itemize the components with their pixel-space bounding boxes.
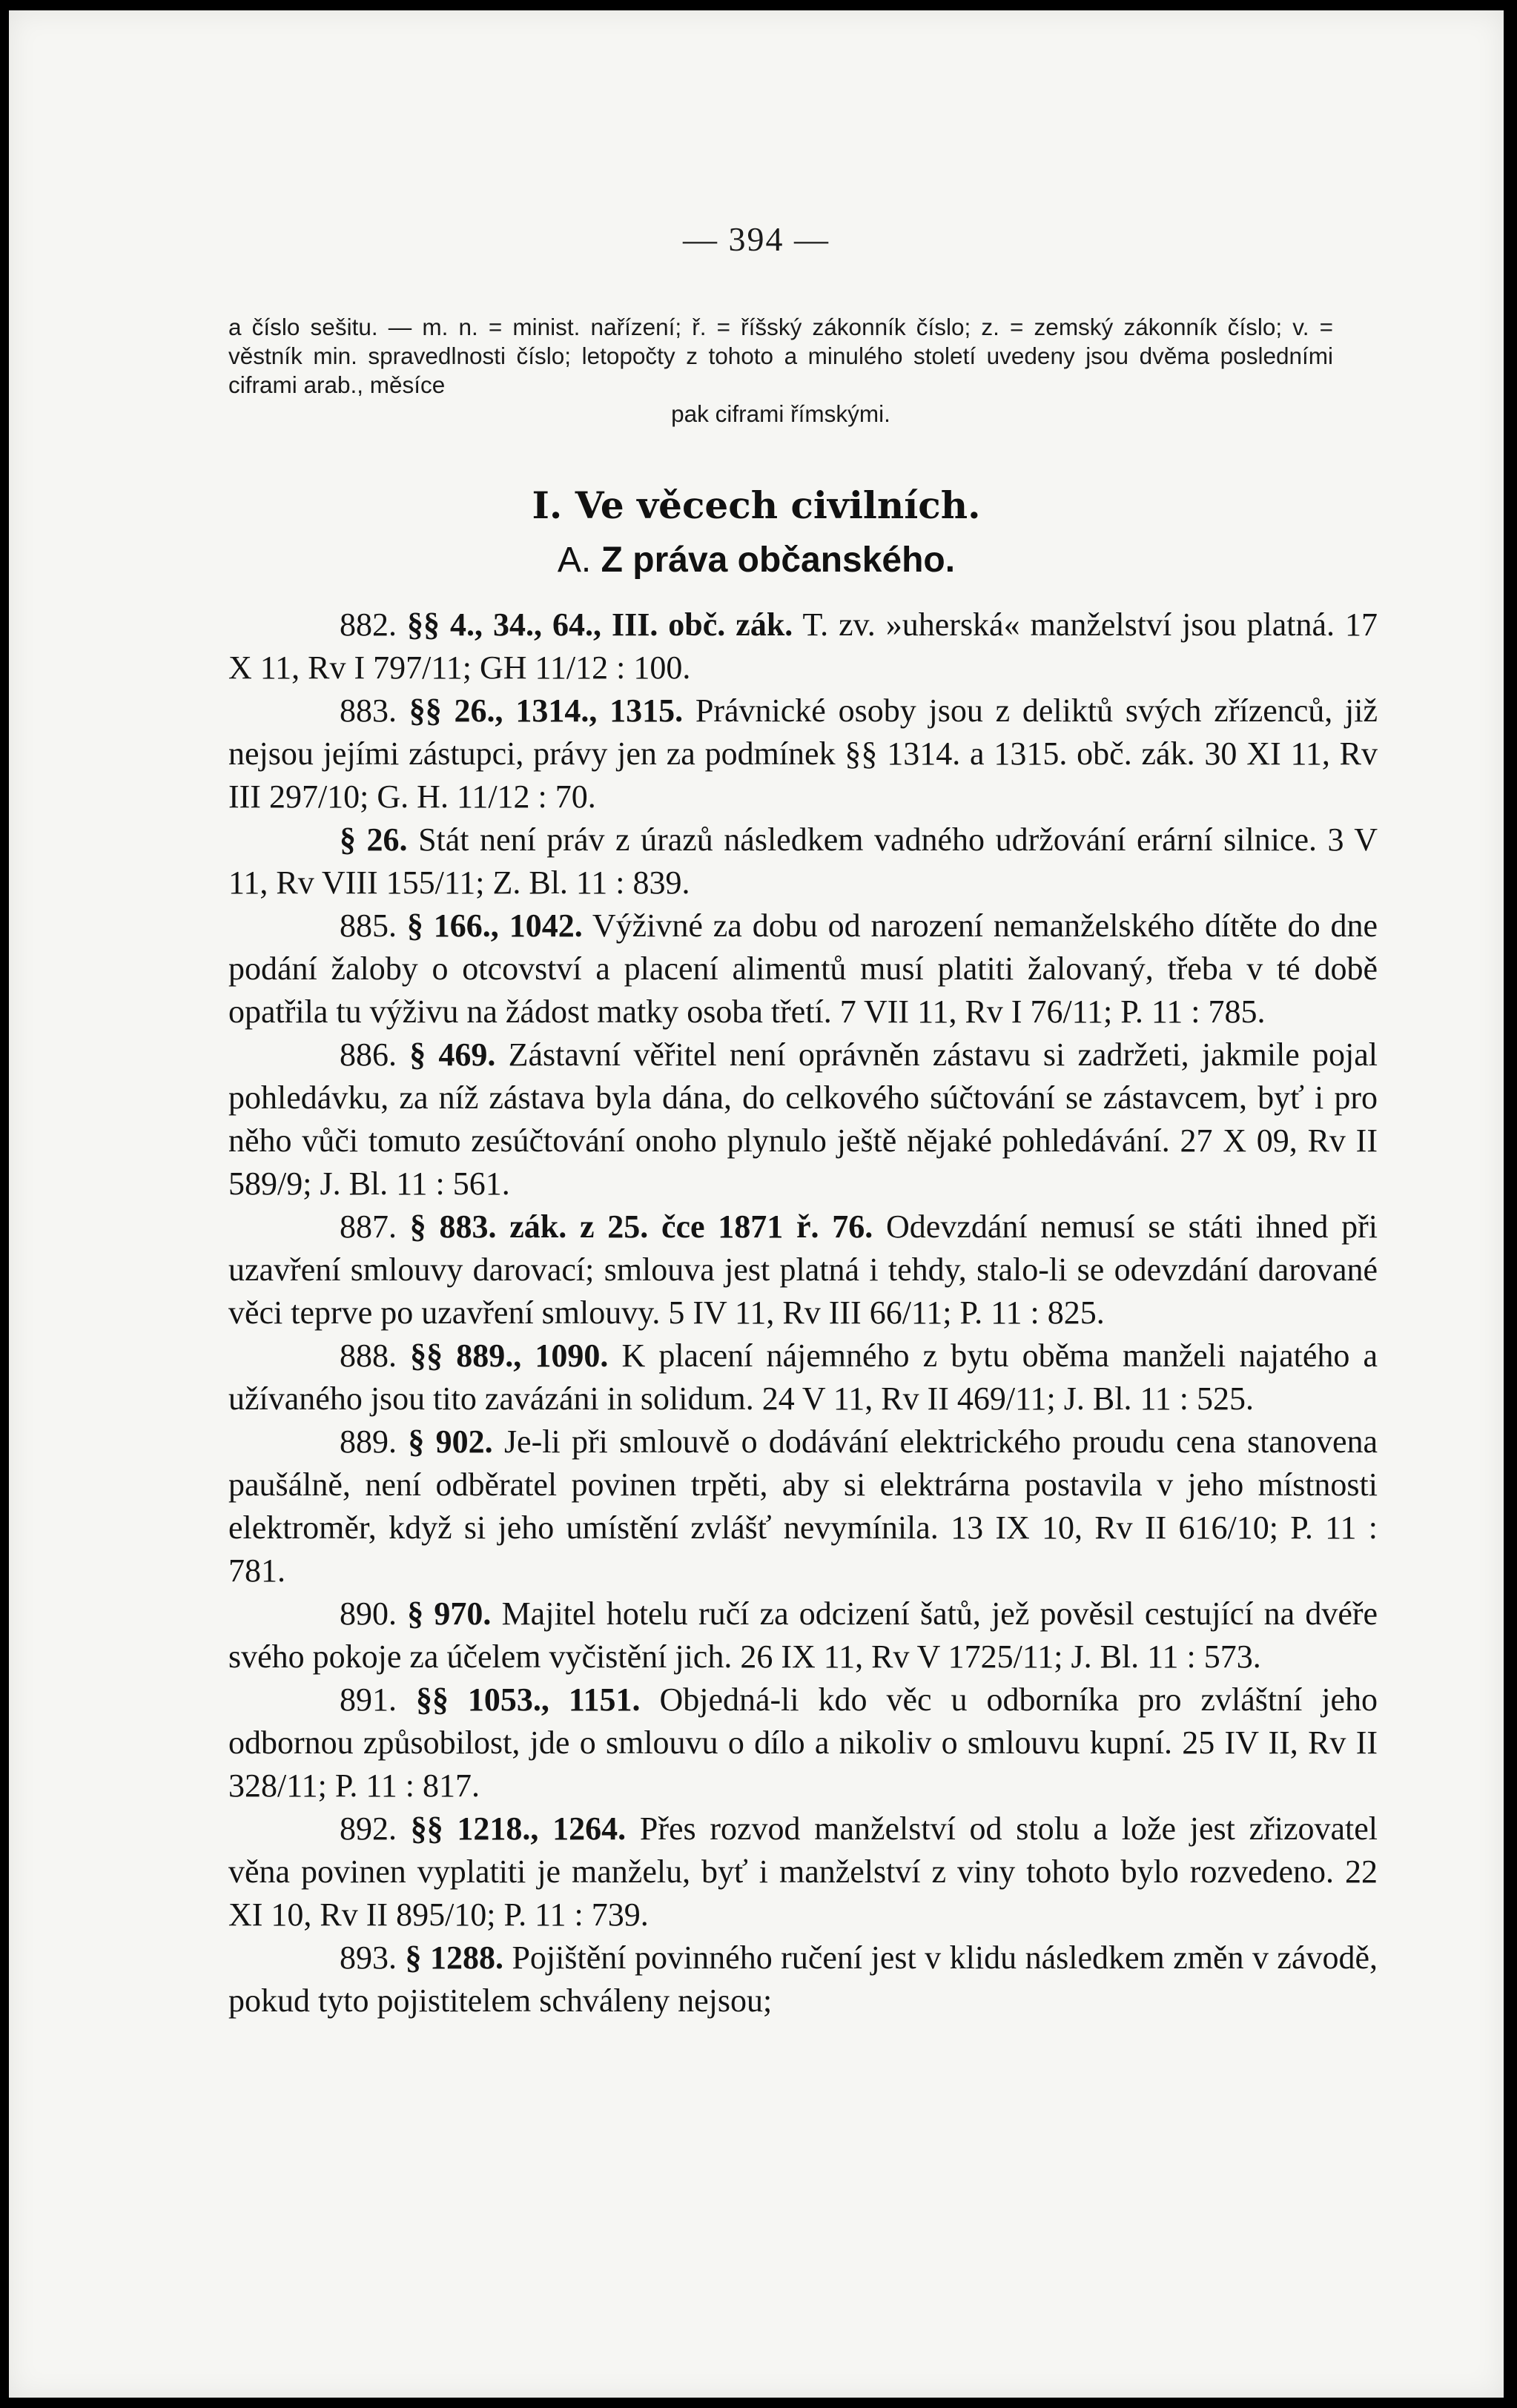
page-number: — 394 —: [683, 220, 830, 258]
subsection-prefix: A.: [557, 540, 592, 580]
subsection-title: Z práva občanského.: [601, 540, 956, 580]
entry-number: 892.: [340, 1810, 397, 1847]
entry-number: 889.: [340, 1423, 397, 1460]
entry-reference: § 902.: [408, 1423, 493, 1460]
entry-text: Pojištění povinného ručení jest v klidu následkem změn v závodě, pokud tyto pojistitelem schváleny nejsou;: [228, 1939, 1378, 2019]
entry-number: 887.: [340, 1208, 397, 1245]
entry-number: 885.: [340, 907, 397, 944]
entry-number: 883.: [340, 692, 397, 729]
entry: [228, 689, 1378, 818]
entry: [228, 603, 1378, 689]
entry: [228, 1807, 1378, 1936]
entry: [228, 818, 1378, 904]
entry-text: Zástavní věřitel není oprávněn zástavu si zadržeti, jakmile pojal pohledávku, za níž zástava byla dána, do celkového súčtování se zástavcem, byť i pro něho vůči tomuto zesúčtování onoho plynulo ještě nějaké pohledávání. 27 X 09, Rv II 589/9; J. Bl. 11 : 561.: [228, 1036, 1378, 1202]
entry-reference: §§ 4., 34., 64., III. obč. zák.: [407, 606, 793, 643]
entry-text: Výživné za dobu od narození nemanželského dítěte do dne podání žaloby o otcovství a placení alimentů musí platiti žalovaný, třeba v té době opatřila tu výživu na žádost matky osoba třetí. 7 VII 11, Rv I 76/11; P. 11 : 785.: [228, 907, 1378, 1030]
entry-number: 893.: [340, 1939, 397, 1976]
document-page: [9, 10, 1504, 2398]
entry-number: 891.: [340, 1681, 397, 1718]
entry-number: 882.: [340, 606, 397, 643]
entry-reference: § 26.: [340, 821, 408, 858]
entry-text: Objedná-li kdo věc u odborníka pro zvláštní jeho odbornou způsobilost, jde o smlouvu o dílo a nikoliv o smlouvu kupní. 25 IV II, Rv II 328/11; P. 11 : 817.: [228, 1681, 1378, 1804]
entry: [228, 1420, 1378, 1592]
entry-text: K placení nájemného z bytu oběma manželi najatého a užívaného jsou tito zavázáni in solidum. 24 V 11, Rv II 469/11; J. Bl. 11 : 525.: [228, 1337, 1378, 1417]
entry-reference: § 1288.: [405, 1939, 503, 1976]
entry-number: 890.: [340, 1595, 397, 1632]
entry: [228, 1592, 1378, 1678]
abbreviation-text-last: pak ciframi římskými.: [671, 400, 890, 427]
entry-reference: §§ 26., 1314., 1315.: [409, 692, 684, 729]
entry: [228, 1205, 1378, 1334]
section-heading: I. Ve věcech civilních.: [532, 483, 981, 527]
abbreviation-text: a číslo sešitu. — m. n. = minist. nařízení; ř. = říšský zákonník číslo; z. = zemský zákonník číslo; v. = věstník min. spravedlnosti číslo; letopočty z tohoto a minulého století uvedeny jsou dvěma posledními ciframi arab., měsíce: [228, 314, 1333, 398]
entry: [228, 1678, 1378, 1807]
entry: [228, 904, 1378, 1033]
entries-list: [228, 603, 1378, 2022]
abbreviation-note: [228, 313, 1333, 429]
entry-text: Právnické osoby jsou z deliktů svých zřízenců, již nejsou jejími zástupci, právy jen za podmínek §§ 1314. a 1315. obč. zák. 30 XI 11, Rv III 297/10; G. H. 11/12 : 70.: [228, 692, 1378, 815]
entry-reference: §§ 1218., 1264.: [410, 1810, 627, 1847]
entry-number: 888.: [340, 1337, 397, 1374]
entry: [228, 1334, 1378, 1420]
entry-text: Odevzdání nemusí se státi ihned při uzavření smlouvy darovací; smlouva jest platná i tehdy, stalo-li se odevzdání darované věci teprve po uzavření smlouvy. 5 IV 11, Rv III 66/11; P. 11 : 825.: [228, 1208, 1378, 1331]
entry-reference: § 883. zák. z 25. čce 1871 ř. 76.: [409, 1208, 873, 1245]
subsection-heading: [9, 540, 1504, 580]
entry-reference: § 970.: [407, 1595, 492, 1632]
entry: [228, 1936, 1378, 2022]
entry-text: Přes rozvod manželství od stolu a lože jest zřizovatel věna povinen vyplatiti je manželu, byť i manželství z viny tohoto bylo rozvedeno. 22 XI 10, Rv II 895/10; P. 11 : 739.: [228, 1810, 1378, 1933]
entry-reference: § 166., 1042.: [406, 907, 583, 944]
entry-text: T. zv. »uherská« manželství jsou platná. 17 X 11, Rv I 797/11; GH 11/12 : 100.: [228, 606, 1378, 686]
entry-reference: §§ 889., 1090.: [410, 1337, 609, 1374]
entry-reference: §§ 1053., 1151.: [415, 1681, 641, 1718]
entry-reference: § 469.: [409, 1036, 496, 1073]
entry-text: Majitel hotelu ručí za odcizení šatů, jež pověsil cestující na dvéře svého pokoje za účelem vyčistění jich. 26 IX 11, Rv V 1725/11; J. Bl. 11 : 573.: [228, 1595, 1378, 1675]
entry: [228, 1033, 1378, 1205]
entry-text: Je-li při smlouvě o dodávání elektrického proudu cena stanovena paušálně, není odběratel povinen trpěti, aby si elektrárna postavila v jeho místnosti elektroměr, když si jeho umístění zvlášť nevymínila. 13 IX 10, Rv II 616/10; P. 11 : 781.: [228, 1423, 1378, 1589]
entry-number: 886.: [340, 1036, 397, 1073]
entry-text: Stát není práv z úrazů následkem vadného udržování erární silnice. 3 V 11, Rv VIII 155/11; Z. Bl. 11 : 839.: [228, 821, 1378, 901]
